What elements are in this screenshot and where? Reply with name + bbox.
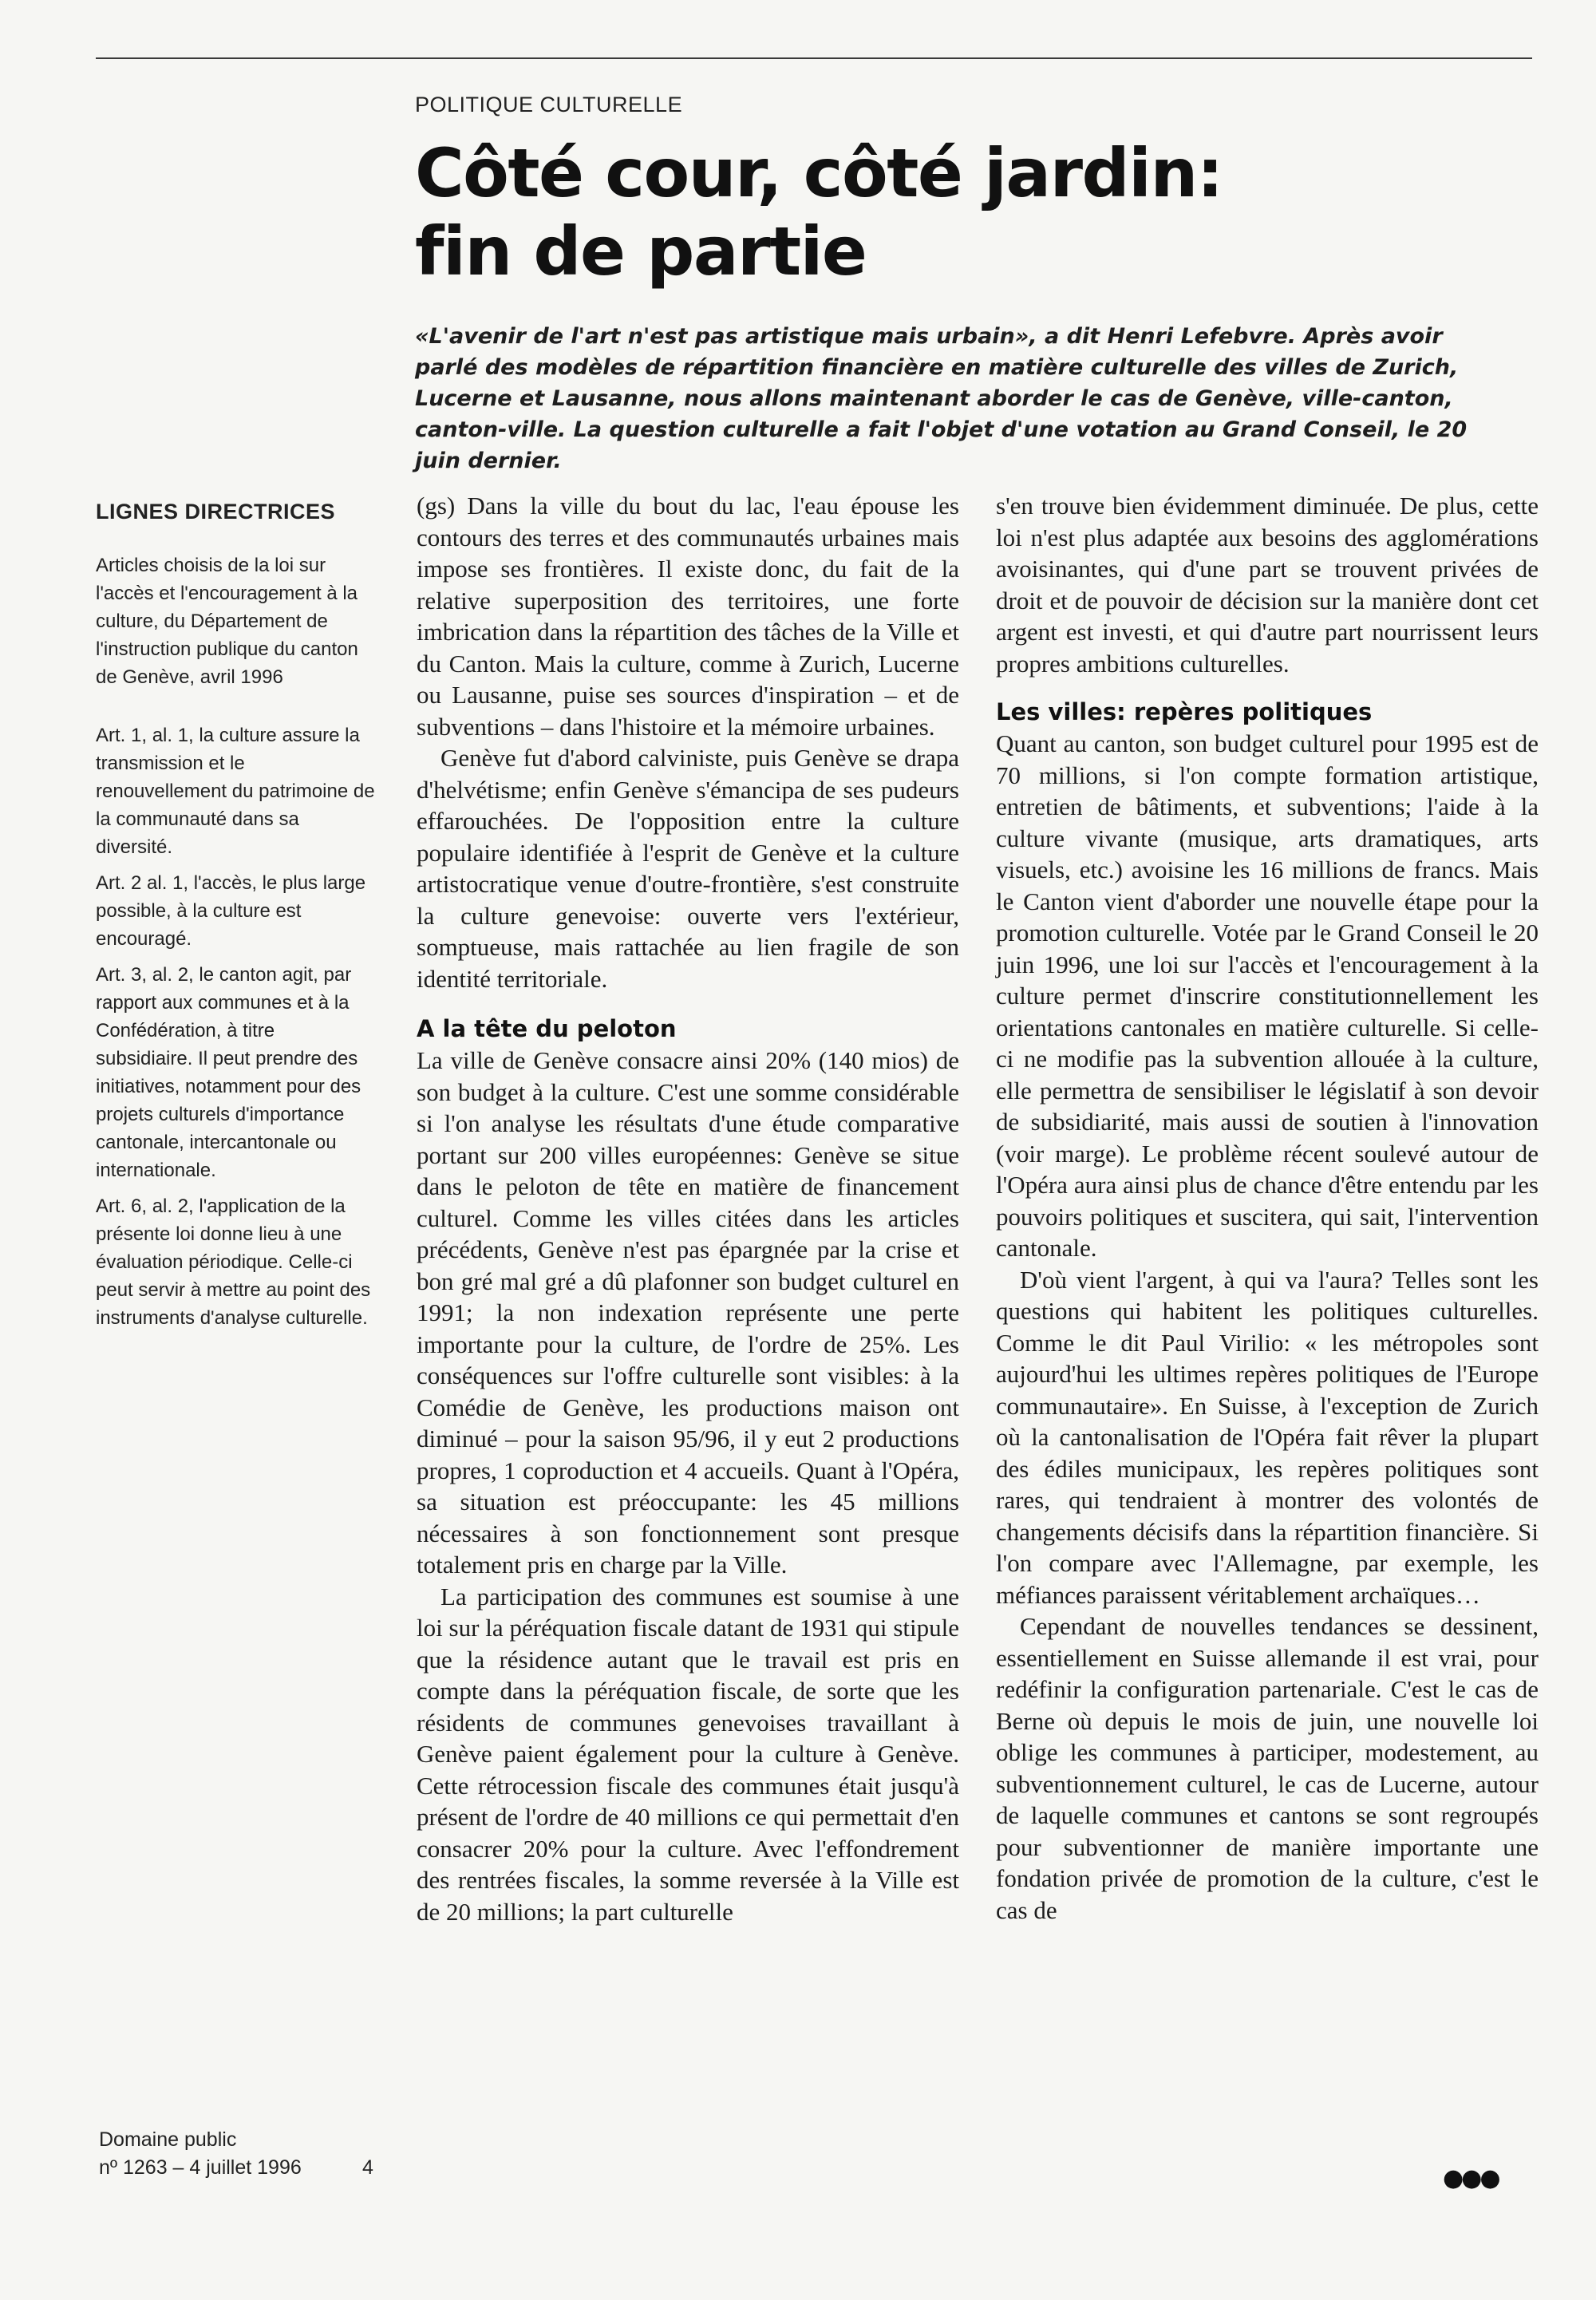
paragraph: D'où vient l'argent, à qui va l'aura? Telles sont les questions qui habitent les politiques culturelles. Comme le dit Paul Virilio: « les métropoles sont aujourd'hui les ultimes repères politiques de l'Europe communautaire». En Suisse, à l'exception de Zurich où la cantonalisation de l'Opéra fait rêver la plupart des édiles municipaux, les repères politiques sont rares, qui tendraient à montrer des volontés de changements décisifs dans la répartition financière. Si l'on compare avec l'Allemagne, par exemple, les méfiances paraissent véritablement archaïques… (996, 1265, 1539, 1609)
sidebar-title: LIGNES DIRECTRICES (96, 500, 336, 524)
section-kicker: POLITIQUE CULTURELLE (415, 93, 683, 117)
body-column-1 (417, 490, 959, 1927)
page-footer (99, 2126, 386, 2182)
paragraph: Genève fut d'abord calviniste, puis Genève se drapa d'helvétisme; enfin Genève s'émancipa de ses pudeurs effarouchées. De l'opposition entre la culture populaire identifiée à l'esprit de Genève et la culture artistocratique venue d'outre-frontière, s'est construite la culture genevoise: ouverte vers l'extérieur, somptueuse, mais rattachée au lien fragile de son identité territoriale. (417, 744, 959, 993)
paragraph: (gs) Dans la ville du bout du lac, l'eau épouse les contours des terres et des communautés urbaines mais impose ses frontières. Il existe donc, du fait de la relative superposition des territoires, une forte imbrication dans la répartition des tâches de la Ville et du Canton. Mais la culture, comme à Zurich, Lucerne ou Lausanne, puise ses sources d'inspiration – et de subventions – dans l'histoire et la mémoire urbaines. (417, 492, 959, 741)
sidebar (96, 500, 377, 1340)
paragraph: La ville de Genève consacre ainsi 20% (140 mios) de son budget à la culture. C'est une somme considérable si l'on analyse les résultats d'une étude comparative portant sur 200 villes européennes: Genève se situe dans le peloton de tête en matière de financement culturel. Comme les villes citées dans les articles précédents, Genève n'est pas épargnée par la crise et bon gré mal gré a dû plafonner son budget culturel en 1991; la non indexation représente une perte importante pour la culture, de l'ordre de 25%. Les conséquences sur l'offre culturelle sont visibles: à la Comédie de Genève, les productions maison ont diminué – pour la saison 95/96, il y eut 2 productions propres, 1 coproduction et 4 accueils. Quant à l'Opéra, sa situation est préoccupante: les 45 millions nécessaires à son fonctionnement sont presque totalement pris en charge par la Ville. (417, 1046, 959, 1579)
sidebar-article-2: Art. 2 al. 1, l'accès, le plus large possible, à la culture est encouragé. (96, 872, 366, 950)
publication-name: Domaine public (99, 2128, 237, 2151)
subheading-reperes: Les villes: repères politiques (996, 698, 1373, 725)
continued-mark: ●●● (1443, 2164, 1499, 2192)
body-column-2 (996, 490, 1539, 1926)
sidebar-article-1: Art. 1, al. 1, la culture assure la transmission et le renouvellement du patrimoine de la communauté dans sa diversité. (96, 725, 375, 858)
paragraph: s'en trouve bien évidemment diminuée. De plus, cette loi n'est plus adaptée aux besoins des agglomérations avoisinantes, qui d'une part se trouvent privées de droit et de pouvoir de décision sur la manière dont cet argent est investi, et qui d'autre part nourrissent leurs propres ambitions culturelles. (996, 492, 1539, 678)
paragraph: La participation des communes est soumise à une loi sur la péréquation fiscale datant de 1931 qui stipule que la résidence autant que le travail est pris en compte dans la péréquation fiscale, de sorte que les résidents de communes genevoises travaillant à Genève paient également pour la culture à Genève. Cette rétrocession fiscale des communes était jusqu'à présent de l'ordre de 40 millions ce qui permettait d'en consacrer 20% pour la culture. Avec l'effondrement des rentrées fiscales, la somme reversée à la Ville est de 20 millions; la part culturelle (417, 1582, 959, 1926)
sidebar-article-3: Art. 3, al. 2, le canton agit, par rapport aux communes et à la Confédération, à titre subsidiaire. Il peut prendre des initiatives, notamment pour des projets culturels d'importance cantonale, intercantonale ou internationale. (96, 964, 361, 1181)
title-line-1: Côté cour, côté jardin: (415, 134, 1223, 212)
sidebar-intro: Articles choisis de la loi sur l'accès et l'encouragement à la culture, du Département de l'instruction publique du canton de Genève, avril 1996 (96, 555, 358, 688)
article-lead: «L'avenir de l'art n'est pas artistique mais urbain», a dit Henri Lefebvre. Après avoir parlé des modèles de répartition financière en matière culturelle des villes de Zurich, Lucerne et Lausanne, nous allons maintenant aborder le cas de Genève, ville-canton, canton-ville. La question culturelle a fait l'objet d'une votation au Grand Conseil, le 20 juin dernier. (415, 324, 1468, 473)
sidebar-article-4: Art. 6, al. 2, l'application de la présente loi donne lieu à une évaluation périodique. Celle-ci peut servir à mettre au point des instruments d'analyse culturelle. (96, 1195, 371, 1329)
article-title (415, 134, 1500, 290)
issue-line: nº 1263 – 4 juillet 1996 (99, 2156, 302, 2179)
paragraph: Quant au canton, son budget culturel pour 1995 est de 70 millions, si l'on compte formation artistique, entretien de bâtiments, et subventions; l'aide à la culture vivante (musique, arts dramatiques, arts visuels, etc.) avoisine les 16 millions de francs. Mais le Canton vient d'aborder une nouvelle étape pour la promotion culturelle. Votée par le Grand Conseil le 20 juin 1996, une loi sur l'accès et l'encouragement à la culture permet d'inscrire constitutionnellement les orientations cantonales en matière culturelle. Si celle-ci ne modifie pas la subvention allouée à la culture, elle permettra de sensibiliser le législatif à son devoir de subsidiarité, mais aussi de soutien à l'innovation (voir marge). Le problème récent soulevé autour de l'Opéra aura ainsi plus de chance d'être entendu par les pouvoirs politiques et suscitera, qui sait, l'intervention cantonale. (996, 729, 1539, 1262)
top-rule (96, 57, 1532, 59)
page-number: 4 (362, 2156, 373, 2179)
subheading-peloton: A la tête du peloton (417, 1015, 677, 1042)
paragraph: Cependant de nouvelles tendances se dessinent, essentiellement en Suisse allemande il est vrai, pour redéfinir la configuration partenariale. C'est le cas de Berne où depuis le mois de juin, une nouvelle loi oblige les communes à participer, modestement, au subventionnement culturel, le cas de Lucerne, autour de laquelle communes et cantons se sont regroupés pour subventionner de manière importante une fondation privée de promotion de la culture, c'est le cas de (996, 1612, 1539, 1924)
title-line-2: fin de partie (415, 212, 867, 290)
